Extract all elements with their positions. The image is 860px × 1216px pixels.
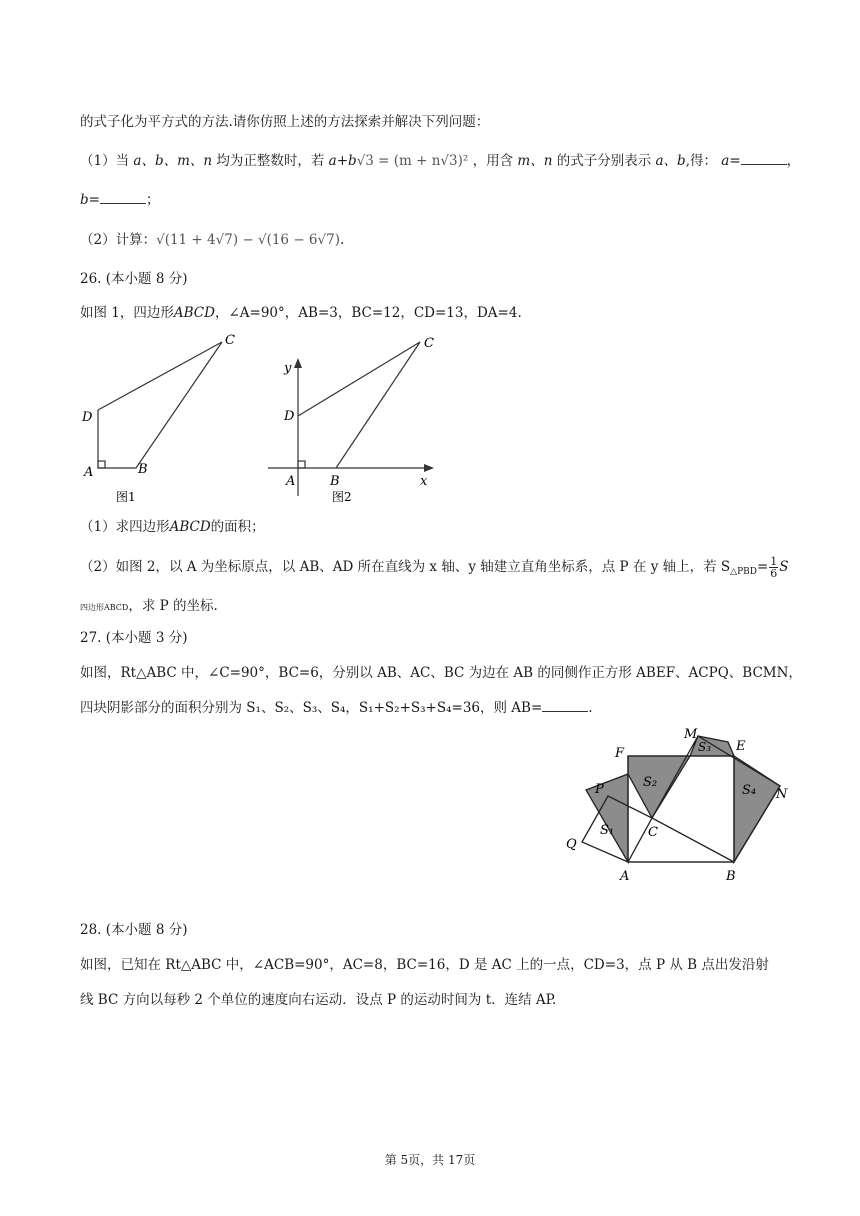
- shade-s2: [628, 756, 690, 818]
- y-axis-arrow: [294, 358, 302, 368]
- label-s3: S₃: [698, 740, 712, 754]
- label-c: C: [225, 333, 235, 348]
- label-c: C: [648, 825, 658, 840]
- figure-1-quadrilateral: [78, 330, 248, 510]
- right-angle-mark-fig2: [298, 461, 305, 468]
- label-a: A: [620, 869, 630, 884]
- label-p: P: [595, 782, 604, 797]
- label-x: x: [420, 474, 428, 489]
- label-b: B: [726, 869, 736, 884]
- label-q: Q: [566, 837, 577, 852]
- shade-s1: [586, 774, 628, 862]
- figure-squares: [560, 722, 800, 890]
- q25-intro: 的式子化为平方式的方法.请你仿照上述的方法探索并解决下列问题：: [80, 114, 490, 130]
- label-b: B: [330, 474, 340, 489]
- q25-part1-b: b= ；: [80, 192, 160, 208]
- q27-header: 27. (本小题 3 分): [80, 630, 188, 646]
- q28-line1: 如图，已知在 Rt△ABC 中，∠ACB=90°，AC=8，BC=16，D 是 AC 上的一点，CD=3，点 P 从 B 点出发沿射: [80, 957, 769, 973]
- q26-part2-cont: 四边形ABCD，求 P 的坐标.: [80, 598, 218, 614]
- caption-fig2: 图2: [332, 490, 352, 504]
- answer-blank-b: [100, 191, 146, 204]
- fraction-one-sixth: $\frac{1}{6}$: [770, 555, 778, 580]
- quadrilateral-abcd-fig2: [298, 342, 420, 468]
- answer-blank-a: [741, 152, 787, 165]
- label-d: D: [82, 410, 93, 425]
- label-e: E: [736, 739, 746, 754]
- label-c: C: [424, 336, 434, 351]
- label-m: M: [684, 727, 698, 742]
- q26-header: 26. (本小题 8 分): [80, 271, 188, 287]
- label-s2: S₂: [643, 775, 658, 790]
- equation-sqrt3: √3 = (m + n√3)²: [356, 153, 469, 169]
- radical-expression: √(11 + 4√7) − √(16 − 6√7): [156, 232, 340, 248]
- q26-part2: （2）如图 2，以 A 为坐标原点，以 AB、AD 所在直线为 x 轴、y 轴建立直角坐标系，点 P 在 y 轴上，若 $S_{\triangle PBD}=$ $\frac{1}{6}$ S: [80, 555, 789, 580]
- q26-part1: （1）求四边形ABCD的面积；: [80, 519, 265, 535]
- label-a: A: [84, 465, 94, 480]
- q27-line1: 如图，Rt△ABC 中，∠C=90°，BC=6，分别以 AB、AC、BC 为边在 AB 的同侧作正方形 ABEF、ACPQ、BCMN，: [80, 665, 802, 681]
- page-footer: 第 5页，共 17页: [384, 1153, 476, 1167]
- label-n: N: [776, 787, 788, 802]
- answer-blank-ab: [542, 699, 588, 712]
- x-axis-arrow: [424, 464, 434, 472]
- q25-part2: （2）计算：√(11 + 4√7) − √(16 − 6√7).: [80, 232, 345, 248]
- caption-fig1: 图1: [116, 490, 136, 504]
- q28-header: 28. (本小题 8 分): [80, 922, 188, 938]
- q26-stem: 如图 1，四边形ABCD，∠A=90°，AB=3，BC=12，CD=13，DA=4.: [80, 305, 522, 321]
- label-a: A: [286, 474, 296, 489]
- quadrilateral-abcd: [98, 342, 222, 468]
- q28-line2: 线 BC 方向以每秒 2 个单位的速度向右运动．设点 P 的运动时间为 t．连结 AP.: [80, 992, 557, 1008]
- q27-line2: 四块阴影部分的面积分别为 S₁、S₂、S₃、S₄，S₁+S₂+S₃+S₄=36，则 AB= .: [80, 700, 593, 716]
- figure-2-coordinate-plane: [262, 330, 442, 510]
- label-y: y: [284, 361, 292, 376]
- label-s4: S₄: [742, 783, 757, 798]
- label-s1: S₁: [600, 823, 615, 838]
- label-d: D: [284, 409, 295, 424]
- right-angle-mark: [98, 461, 105, 468]
- label-b: B: [138, 462, 148, 477]
- q25-part1: （1）当 a、b、m、n 均为正整数时，若 a+b√3 = (m + n√3)² ，用含 m、n 的式子分别表示 a、b,得： a= ，: [80, 153, 801, 169]
- label-f: F: [615, 746, 625, 761]
